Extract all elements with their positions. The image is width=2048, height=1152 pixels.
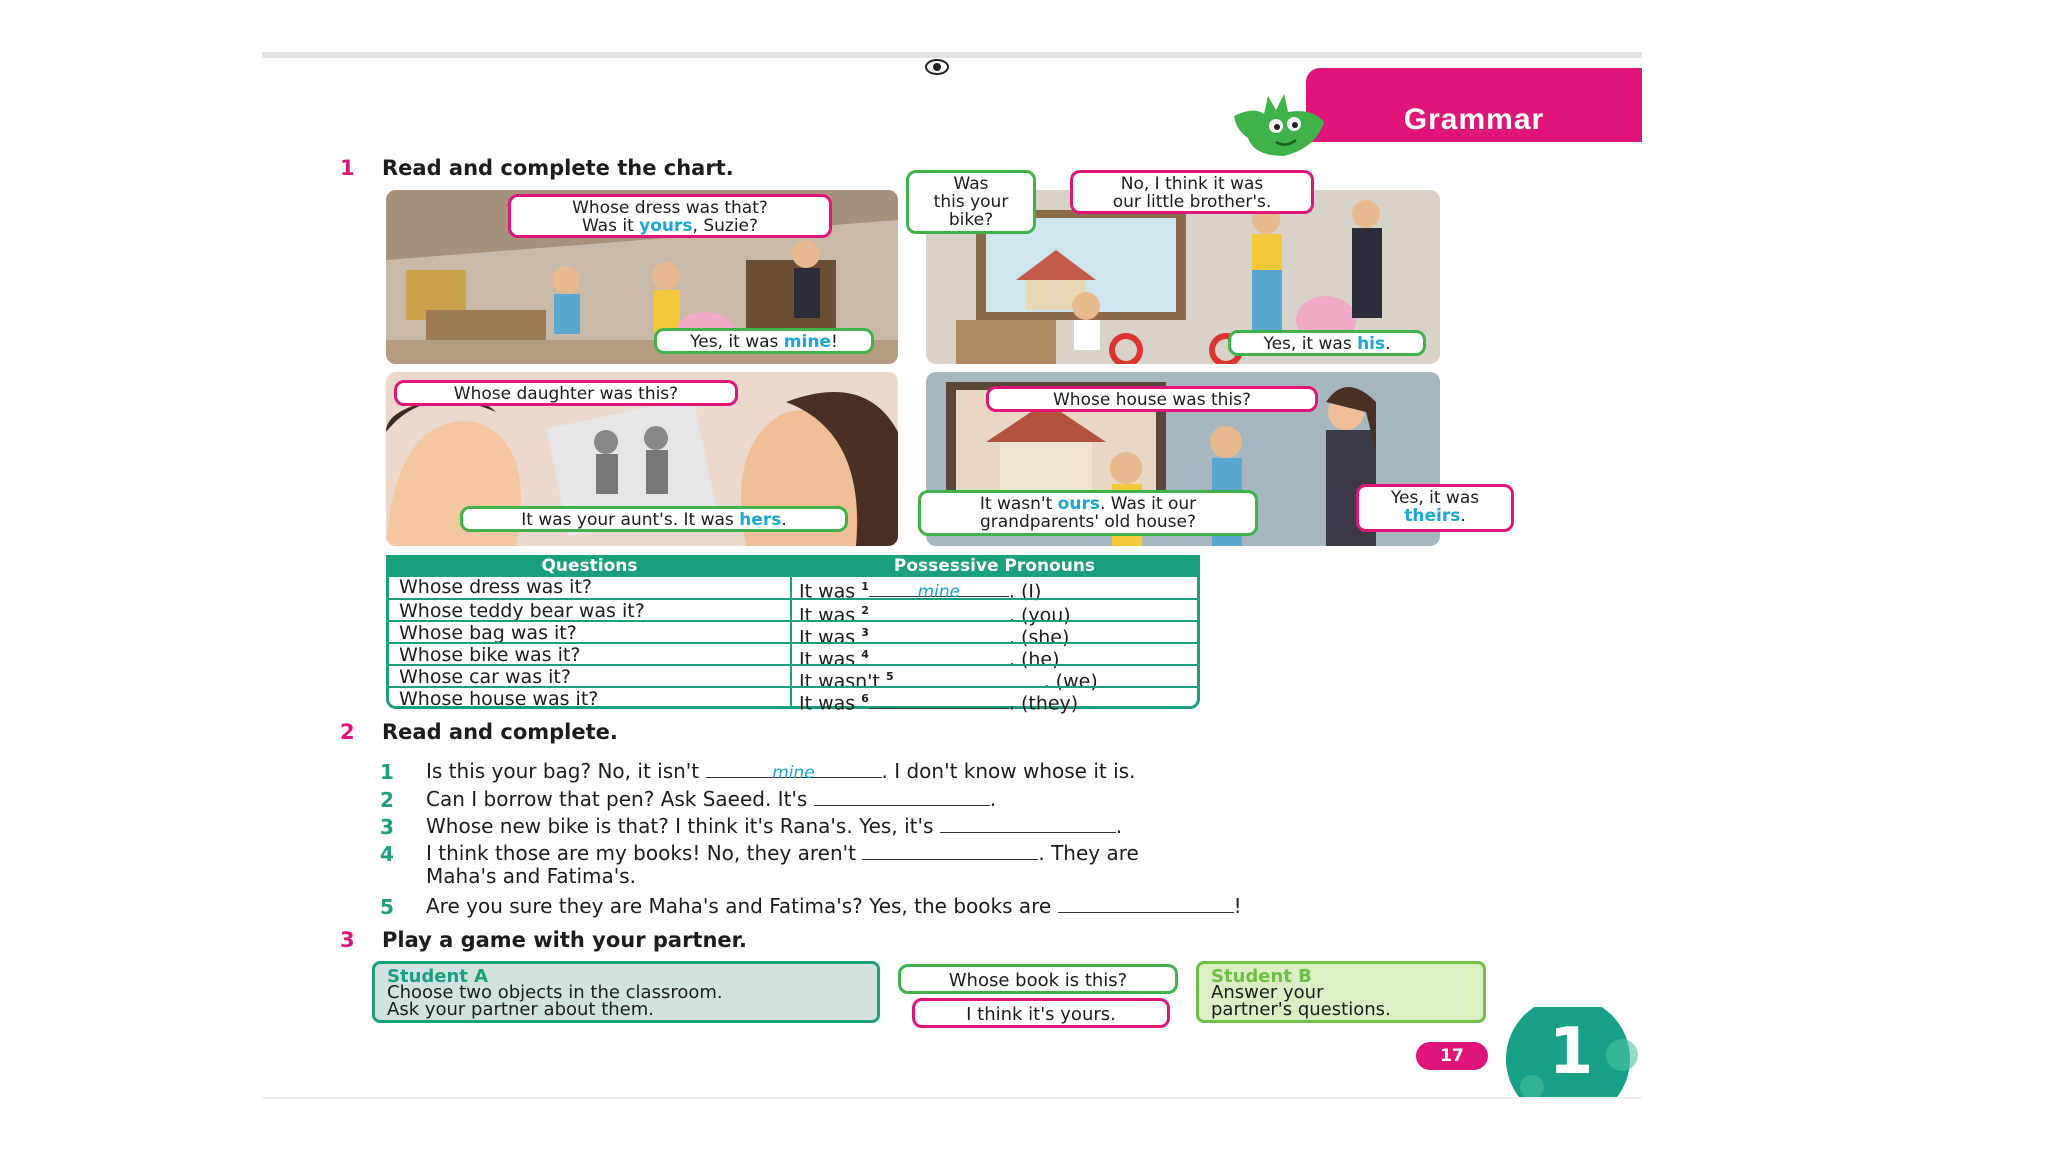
item-text: Can I borrow that pen? Ask Saeed. It's [426, 787, 814, 811]
bubble-line [517, 217, 823, 235]
blank-number: 3 [861, 626, 869, 639]
exercise2-item [426, 842, 1139, 864]
cell-text: . (she) [1008, 626, 1070, 649]
exercise2-item-number: 3 [380, 815, 394, 839]
table-cell-question: Whose bike was it? [399, 644, 581, 666]
bubble-text: ! [830, 332, 838, 352]
highlight-word: mine [783, 332, 831, 352]
unit-number: 1 [1548, 1015, 1594, 1089]
bubble-text: , Suzie? [692, 216, 759, 236]
item-text: . I don't know whose it is. [881, 759, 1136, 783]
table-cell-answer [799, 688, 1079, 715]
answer-blank[interactable] [814, 790, 990, 806]
bubble-text: . Was it our [1099, 494, 1197, 514]
bubble-text: It was your aunt's. It was [521, 510, 740, 530]
cell-text: It was [799, 692, 862, 715]
table-cell-question: Whose teddy bear was it? [399, 600, 645, 622]
table-row [389, 642, 1197, 671]
exercise2-item [426, 788, 996, 810]
unit-badge [1492, 1007, 1642, 1097]
speech-bubble-whose-house: Whose house was this? [986, 386, 1318, 412]
cell-text: . (we) [1043, 670, 1098, 693]
page-top-rule [262, 52, 1642, 58]
blank-number: 5 [885, 670, 894, 683]
student-b-label: Student B [1211, 966, 1312, 987]
item-text: . [989, 787, 997, 811]
bubble-text: Yes, it was [690, 332, 784, 352]
bubble-text: Was it [581, 216, 640, 236]
speech-bubble-yes-his [1228, 330, 1426, 356]
speech-bubble-think-its-yours: I think it's yours. [912, 998, 1170, 1028]
speech-bubble-was-this-your-bike [906, 170, 1036, 234]
bubble-line: this your [933, 192, 1009, 212]
item-text: . [1115, 814, 1123, 838]
mascot-monster-icon [1224, 86, 1334, 162]
cell-text: . (you) [1008, 604, 1071, 627]
bubble-line: Yes, it was [1390, 488, 1480, 508]
cell-text: . (he) [1008, 648, 1060, 671]
table-row [389, 598, 1197, 627]
item-text: Is this your bag? No, it isn't [426, 759, 706, 783]
exercise2-item-continued: Maha's and Fatima's. [426, 864, 637, 888]
answer-blank[interactable]: mine [869, 581, 1009, 597]
table-row [389, 686, 1197, 715]
exercise2-item-number: 5 [380, 895, 394, 919]
exercise1-number: 1 [340, 156, 355, 180]
blank-number: 4 [861, 648, 869, 661]
blank-number: 1 [861, 580, 869, 593]
table-row [389, 576, 1197, 603]
table-cell-question: Whose house was it? [399, 688, 599, 710]
answer-blank[interactable] [869, 605, 1009, 621]
cell-text: It was [799, 648, 862, 671]
exercise2-item [426, 760, 1135, 782]
grammar-title: Grammar [1403, 103, 1545, 136]
speech-bubble-yes-theirs [1356, 484, 1514, 532]
answer-blank[interactable] [894, 671, 1044, 687]
answer-blank[interactable] [1058, 897, 1234, 913]
item-text: Are you sure they are Maha's and Fatima's? Yes, the books are [426, 894, 1058, 918]
table-cell-question: Whose bag was it? [399, 622, 577, 644]
bubble-text: It wasn't [979, 494, 1058, 514]
page-number-badge: 17 [1416, 1042, 1488, 1070]
eye-icon[interactable] [924, 58, 950, 76]
speech-bubble-little-brothers [1070, 170, 1314, 214]
bubble-text: . [1385, 334, 1391, 354]
bubble-line: our little brother's. [1112, 192, 1272, 212]
cell-text: It was [799, 580, 862, 603]
speech-bubble-grandparents-house [918, 490, 1258, 536]
student-b-line: Answer your [1211, 982, 1324, 1003]
exercise3-title: Play a game with your partner. [382, 928, 747, 952]
table-header-possessive-pronouns: Possessive Pronouns [893, 556, 1096, 576]
item-text: . They are [1038, 841, 1139, 865]
answer-blank[interactable] [940, 817, 1116, 833]
exercise2-item [426, 815, 1122, 837]
exercise3-number: 3 [340, 928, 355, 952]
student-a-line: Choose two objects in the classroom. [387, 982, 723, 1003]
speech-bubble-whose-daughter: Whose daughter was this? [394, 380, 738, 406]
blank-number: 6 [861, 692, 869, 705]
highlight-word: his [1357, 334, 1386, 354]
student-a-label: Student A [387, 966, 489, 987]
bubble-line: bike? [948, 210, 994, 230]
answer-blank[interactable] [869, 627, 1009, 643]
table-header-questions: Questions [541, 556, 638, 576]
bubble-line: grandparents' old house? [979, 512, 1197, 532]
highlight-word: ours [1057, 494, 1100, 514]
speech-bubble-aunts-hers [460, 506, 848, 532]
speech-bubble-whose-dress [508, 194, 832, 238]
answer-blank[interactable] [869, 649, 1009, 665]
item-text: ! [1233, 894, 1242, 918]
highlight-word: hers [739, 510, 782, 530]
exercise2-number: 2 [340, 720, 355, 744]
answer-blank[interactable]: mine [706, 762, 882, 778]
table-cell-answer [799, 600, 1071, 627]
table-cell-answer [799, 666, 1098, 693]
table-cell-answer [799, 644, 1060, 671]
student-a-line: Ask your partner about them. [387, 999, 655, 1020]
exercise2-title: Read and complete. [382, 720, 618, 744]
answer-blank[interactable] [869, 693, 1009, 709]
item-text: I think those are my books! No, they aren't [426, 841, 863, 865]
table-cell-answer [799, 622, 1070, 649]
exercise2-item-number: 1 [380, 760, 394, 784]
table-cell-question: Whose car was it? [399, 666, 571, 688]
table-row [389, 664, 1197, 693]
exercise2-item [426, 895, 1242, 917]
table-cell-answer [799, 576, 1042, 603]
blank-number: 2 [861, 604, 869, 617]
exercise1-title: Read and complete the chart. [382, 156, 734, 180]
exercise2-item-number: 4 [380, 842, 394, 866]
bubble-line: Whose dress was that? [572, 198, 768, 218]
student-b-line: partner's questions. [1211, 999, 1391, 1020]
table-cell-question: Whose dress was it? [399, 576, 592, 598]
cell-text: It was [799, 626, 862, 649]
cell-text: . (they) [1008, 692, 1079, 715]
bubble-text: . [781, 510, 787, 530]
page-bottom-rule [262, 1097, 1642, 1099]
highlight-word: yours [639, 216, 693, 236]
speech-bubble-whose-book: Whose book is this? [898, 964, 1178, 994]
bubble-line: No, I think it was [1120, 174, 1264, 194]
bubble-text: Yes, it was [1263, 334, 1358, 354]
item-text: Whose new bike is that? I think it's Rana's. Yes, it's [426, 814, 940, 838]
highlight-word: theirs [1404, 506, 1461, 526]
bubble-line: Was [953, 174, 989, 194]
cell-text: . (I) [1008, 580, 1042, 603]
cell-text: It was [799, 604, 862, 627]
exercise2-item-number: 2 [380, 788, 394, 812]
student-a-box [372, 961, 880, 1023]
bubble-text: . [1460, 506, 1466, 526]
bubble-line [927, 495, 1249, 513]
table-row [389, 620, 1197, 649]
speech-bubble-yes-mine [654, 328, 874, 354]
bubble-line [1365, 507, 1505, 525]
answer-blank[interactable] [862, 844, 1038, 860]
cell-text: It wasn't [799, 670, 886, 693]
student-b-box [1196, 961, 1486, 1023]
